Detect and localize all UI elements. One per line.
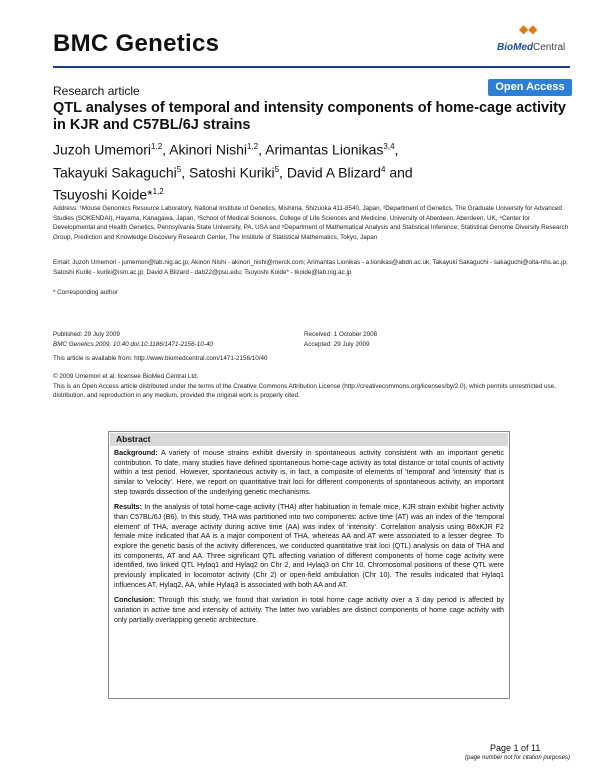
copyright-block — [53, 372, 573, 401]
page-note: (page number not for citation purposes) — [465, 755, 571, 761]
author: Akinori Nishi — [169, 141, 247, 158]
publication-meta — [53, 330, 293, 349]
abstract-heading: Abstract — [116, 434, 151, 444]
email-list: Email: Juzoh Umemori - jumemori@lab.nig.ac.jp; Akinori Nishi - akinori_nishi@merck.com; Arimantas Lionikas - a.lionikas@abdn.ac.uk; Takayuki Sakaguchi - sakaguchi@oita-nhs.ac.jp; Satoshi Kuriki - kuriki@ism.ac.jp; David A Blizard - dab22@psu.edu; Tsuyoshi Koide* - tkoide@lab.nig.ac.jp — [53, 259, 568, 276]
biomed-central-logo — [497, 22, 567, 56]
page-number: Page 1 of 11 — [490, 743, 541, 753]
author: Satoshi Kuriki — [188, 164, 275, 181]
author: Juzoh Umemori — [53, 141, 152, 158]
abstract-conclusion: Conclusion: Through this study, we found that variation in total home cage activity over a 3 day period is affected by variation in active time and intensity of activity. The latter two variables are distinct components of home cage activity with only partially overlapping genetic architecture. — [114, 596, 504, 624]
review-dates — [304, 330, 544, 349]
abstract-background: Background: A variety of mouse strains exhibit diversity in spontaneous activity consistent with an important genetic contribution. To date, many studies have defined spontaneous home-cage activity as total distance or total counts of activity within a test period. However, spontaneous activity is, in fact, a composite of elements of 'temporal' and 'intensity' that is similar to 'velocity'. Here, we report on quantitative trait loci for different components of spontaneous activity, an important step towards dissection of the underlying genetic mechanisms. — [114, 449, 504, 496]
author: Arimantas Lionikas — [265, 141, 384, 158]
abstract-body — [114, 449, 504, 631]
author: David A Blizard — [286, 164, 381, 181]
author: Takayuki Sakaguchi — [53, 164, 177, 181]
logo-suffix: Central — [533, 42, 566, 53]
citation: BMC Genetics 2009, 10:40 doi:10.1186/1471-2156-10-40 — [53, 340, 213, 348]
copyright: © 2009 Umemori et al; licensee BioMed Central Ltd. — [53, 373, 199, 380]
received-date: Received: 1 October 2008 — [304, 331, 378, 338]
abstract-header — [110, 433, 508, 446]
author-list: Juzoh Umemori$^{1,2}$, Akinori Nishi$^{1,2}$, Arimantas Lionikas$^{3,4}$, Takayuki Sakaguchi$^5$, Satoshi Kuriki$^5$, David A Blizard$^4$ and Tsuyoshi Koide*$^{1,2}$ — [53, 141, 413, 203]
logo-drops-icon: ◆◆ — [519, 22, 538, 36]
header-rule — [53, 66, 570, 68]
article-type: Research article — [53, 84, 140, 98]
author: Tsuyoshi Koide* — [53, 186, 153, 203]
accepted-date: Accepted: 29 July 2009 — [304, 340, 370, 348]
corresponding-author: * Corresponding author — [53, 289, 119, 296]
article-url[interactable]: This article is available from: http://www.biomedcentral.com/1471-2156/10/40 — [53, 355, 268, 362]
published-date: Published: 29 July 2009 — [53, 331, 120, 338]
logo-brand: BioMed — [497, 42, 534, 53]
abstract-results: Results: In the analysis of total home-cage activity (THA) after habituation in female mice, KJR strain exhibit higher activity than C57BL/6J (B6). In this study, THA was partitioned into two components: active time (AT) was an index of the 'temporal element' of THA, average activity during active time (AA) was index of 'intensity'. Correlation analysis using B6xKJR F2 female mice indicated that AA is a major component of THA, whereas AA and AT were associated to a lesser degree. To explore the genetic basis of the activity differences, we conducted quantitative trait loci (QTL) analysis on data of THA and its components, AT and AA. Three significant QTL affecting variation of different components of home cage activity were identified, two linked QTL Hylaq1 and Hylaq2 on Chr 2, and Hylaq3 on Chr 10. Chromosomal positions of these QTL were previously implicated in locomotor activity (Chr 2) or open-field ambulation (Chr 10). The results indicated that Hylaq1 influences AT, Hylaq2, AA, while Hylaq3 is associated with both AA and AT. — [114, 503, 504, 589]
abstract-box — [108, 431, 510, 699]
license: This is an Open Access article distributed under the terms of the Creative Commons Attribution License (http://creativecommons.org/licenses/by/2.0), which permits unrestricted use, distribution, and reproduction in any medium, provided the original work is properly cited. — [53, 382, 556, 400]
affiliations: Address: ¹Mouse Genomics Resource Laboratory, National Institute of Genetics, Mishima, Shizuoka 411-8540, Japan, ²Department of Genetics, The Graduate University for Advanced Studies (SOKENDAI), Hayama, Kanagawa, Japan, ³School of Medical Sciences, College of Life Sciences and Medicine, University of Aberdeen, Aberdeen, UK, ⁴Center for Developmental and Health Genetics, Pennsylvania State University, PA, USA and ⁵Department of Mathematical Analysis and Statistical Inference; Statistical Genome Diversity Research Group, Prediction and Knowledge Discovery Research Center, The Institute of Statistical Mathematics, Tokyo, Japan — [53, 205, 569, 241]
open-access-badge: Open Access — [488, 79, 572, 96]
journal-title: BMC Genetics — [53, 30, 220, 57]
article-title: QTL analyses of temporal and intensity components of home-cage activity in KJR and C57BL/6J strains — [53, 100, 566, 133]
